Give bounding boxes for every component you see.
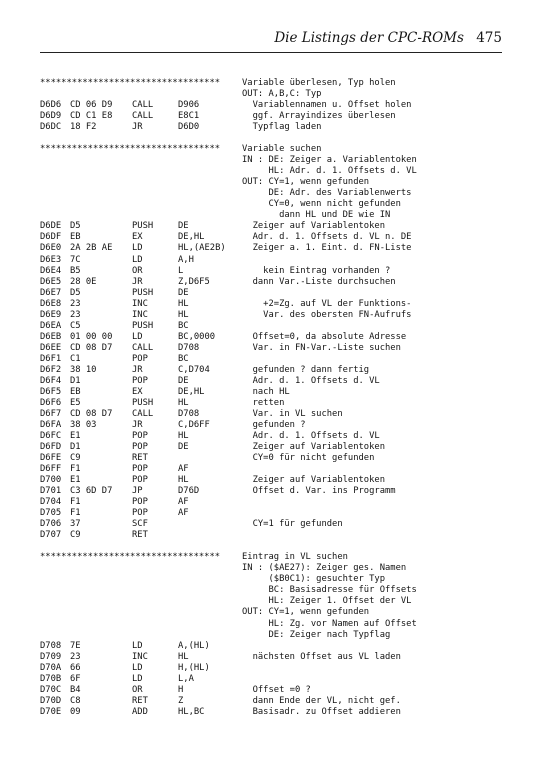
comment: Zeiger a. 1. Eint. d. FN-Liste	[242, 243, 412, 254]
hex-bytes: 7E	[70, 640, 81, 651]
address: D6E8	[40, 298, 62, 309]
comment: HL: Adr. d. 1. Offsets d. VL	[242, 166, 417, 177]
operand: DE	[178, 442, 189, 452]
hex-bytes: D5	[70, 221, 81, 232]
hex-bytes: C5	[70, 320, 81, 331]
address: D6FA	[40, 419, 62, 430]
mnemonic: INC	[132, 651, 148, 662]
comment: HL: Zeiger 1. Offset der VL	[242, 596, 412, 607]
comment: +2=Zg. auf VL der Funktions-	[242, 298, 412, 309]
comment: Var. in FN-Var.-Liste suchen	[242, 342, 401, 353]
address: D705	[40, 508, 62, 519]
address: D70A	[40, 662, 62, 673]
mnemonic: LD	[132, 331, 143, 342]
mnemonic: POP	[132, 508, 148, 519]
hex-bytes: 38 10	[70, 364, 97, 375]
address: D70E	[40, 706, 62, 717]
mnemonic: LD	[132, 243, 143, 254]
separator-stars: **********************************	[40, 78, 221, 88]
operand: Z,D6F5	[178, 276, 210, 287]
comment: HL: Zg. vor Namen auf Offset	[242, 618, 417, 629]
mnemonic: CALL	[132, 100, 154, 111]
operand: L,A	[178, 673, 194, 684]
mnemonic: LD	[132, 640, 143, 651]
comment: dann Ende der VL, nicht gef.	[242, 695, 401, 706]
address: D70C	[40, 684, 62, 695]
comment: IN : DE: Zeiger a. Variablentoken	[242, 155, 417, 166]
address: D704	[40, 497, 62, 508]
operand: D906	[178, 100, 200, 111]
mnemonic: CALL	[132, 111, 154, 122]
hex-bytes: 2A 2B AE	[70, 243, 113, 254]
comment: Adr. d. 1. Offsets d. VL n. DE	[242, 232, 412, 243]
mnemonic: EX	[132, 232, 143, 243]
comment: OUT: CY=1, wenn gefunden	[242, 177, 370, 188]
comment: dann Var.-Liste durchsuchen	[242, 276, 396, 287]
mnemonic: JR	[132, 122, 143, 133]
hex-bytes: C1	[70, 353, 81, 364]
operand: AF	[178, 464, 189, 474]
mnemonic: PUSH	[132, 221, 154, 232]
address: D6F6	[40, 397, 62, 408]
comment: Basisadr. zu Offset addieren	[242, 706, 401, 717]
comment: dann HL und DE wie IN	[242, 210, 391, 221]
operand: DE	[178, 221, 189, 232]
address: D6FD	[40, 442, 62, 452]
operand: BC	[178, 353, 189, 364]
address: D6E5	[40, 276, 62, 287]
operand: HL	[178, 309, 189, 320]
operand: HL	[178, 298, 189, 309]
header-title: Die Listings der CPC-ROMs	[274, 30, 464, 46]
comment: retten	[242, 397, 285, 408]
mnemonic: POP	[132, 375, 148, 386]
address: D6E3	[40, 254, 62, 265]
operand: DE	[178, 375, 189, 386]
comment: DE: Zeiger nach Typflag	[242, 629, 391, 640]
comment: IN : ($AE27): Zeiger ges. Namen	[242, 563, 407, 574]
comment: OUT: CY=1, wenn gefunden	[242, 607, 370, 618]
comment: Variable suchen	[242, 144, 322, 155]
comment: Adr. d. 1. Offsets d. VL	[242, 431, 380, 441]
mnemonic: LD	[132, 673, 143, 684]
mnemonic: POP	[132, 475, 148, 486]
hex-bytes: 01 00 00	[70, 331, 113, 342]
comment: ($B0C1): gesuchter Typ	[242, 574, 385, 585]
address: D6F4	[40, 375, 62, 386]
address: D6E0	[40, 243, 62, 254]
comment: Zeiger auf Variablentoken	[242, 221, 385, 232]
address: D70D	[40, 695, 62, 706]
comment: OUT: A,B,C: Typ	[242, 89, 322, 99]
address: D6FE	[40, 453, 62, 463]
comment: BC: Basisadresse für Offsets	[242, 585, 417, 596]
mnemonic: RET	[132, 695, 148, 706]
hex-bytes: F1	[70, 464, 81, 474]
comment: nach HL	[242, 386, 290, 397]
address: D6F5	[40, 386, 62, 397]
hex-bytes: CD 06 D9	[70, 100, 113, 111]
address: D6F1	[40, 353, 62, 364]
operand: C,D704	[178, 364, 210, 375]
hex-bytes: C9	[70, 453, 81, 463]
hex-bytes: 23	[70, 651, 81, 662]
hex-bytes: D1	[70, 442, 81, 452]
mnemonic: SCF	[132, 519, 148, 530]
mnemonic: RET	[132, 530, 148, 541]
header-rule	[40, 52, 502, 53]
hex-bytes: 6F	[70, 673, 81, 684]
hex-bytes: 18 F2	[70, 122, 97, 133]
address: D707	[40, 530, 62, 541]
comment: nächsten Offset aus VL laden	[242, 651, 401, 662]
address: D700	[40, 475, 62, 486]
page-number: 475	[476, 30, 502, 46]
mnemonic: OR	[132, 684, 143, 695]
hex-bytes: 09	[70, 706, 81, 717]
operand: BC	[178, 320, 189, 331]
comment: Var. des obersten FN-Aufrufs	[242, 309, 412, 320]
operand: AF	[178, 508, 189, 519]
operand: HL	[178, 651, 189, 662]
mnemonic: JR	[132, 276, 143, 287]
separator-stars: **********************************	[40, 144, 221, 155]
comment: gefunden ?	[242, 419, 306, 430]
hex-bytes: D5	[70, 287, 81, 298]
comment: gefunden ? dann fertig	[242, 364, 370, 375]
hex-bytes: EB	[70, 386, 81, 397]
hex-bytes: CD 08 D7	[70, 342, 113, 353]
comment: kein Eintrag vorhanden ?	[242, 265, 391, 276]
operand: L	[178, 265, 184, 276]
hex-bytes: 7C	[70, 254, 81, 265]
hex-bytes: 23	[70, 298, 81, 309]
mnemonic: PUSH	[132, 397, 154, 408]
running-header	[0, 30, 502, 46]
operand: DE,HL	[178, 386, 205, 397]
comment: Zeiger auf Variablentoken	[242, 442, 385, 452]
operand: A,H	[178, 254, 194, 265]
mnemonic: OR	[132, 265, 143, 276]
hex-bytes: EB	[70, 232, 81, 243]
hex-bytes: CD 08 D7	[70, 408, 113, 419]
mnemonic: JP	[132, 486, 143, 497]
mnemonic: POP	[132, 431, 148, 441]
address: D6E7	[40, 287, 62, 298]
operand: H,(HL)	[178, 662, 210, 673]
comment: Zeiger auf Variablentoken	[242, 475, 385, 486]
operand: HL	[178, 431, 189, 441]
mnemonic: RET	[132, 453, 148, 463]
operand: E8C1	[178, 111, 200, 122]
address: D6EB	[40, 331, 62, 342]
hex-bytes: 37	[70, 519, 81, 530]
hex-bytes: 28 0E	[70, 276, 97, 287]
mnemonic: CALL	[132, 342, 154, 353]
operand: Z	[178, 695, 184, 706]
address: D6D9	[40, 111, 62, 122]
operand: DE,HL	[178, 232, 205, 243]
address: D6D6	[40, 100, 62, 111]
hex-bytes: C8	[70, 695, 81, 706]
address: D6DC	[40, 122, 62, 133]
address: D709	[40, 651, 62, 662]
operand: HL,(AE2B)	[178, 243, 226, 254]
address: D6E4	[40, 265, 62, 276]
operand: H	[178, 684, 184, 695]
comment: DE: Adr. des Variablenwerts	[242, 188, 412, 199]
comment: CY=0, wenn nicht gefunden	[242, 199, 401, 210]
comment: Eintrag in VL suchen	[242, 552, 348, 563]
mnemonic: INC	[132, 309, 148, 320]
operand: DE	[178, 287, 189, 298]
hex-bytes: 66	[70, 662, 81, 673]
mnemonic: JR	[132, 364, 143, 375]
operand: HL	[178, 397, 189, 408]
hex-bytes: 23	[70, 309, 81, 320]
comment: ggf. Arrayindizes überlesen	[242, 111, 396, 122]
operand: D708	[178, 408, 200, 419]
hex-bytes: B4	[70, 684, 81, 695]
comment: Offset =0 ?	[242, 684, 311, 695]
address: D6E9	[40, 309, 62, 320]
operand: HL,BC	[178, 706, 205, 717]
operand: AF	[178, 497, 189, 508]
address: D6F7	[40, 408, 62, 419]
operand: C,D6FF	[178, 419, 210, 430]
comment: Variablennamen u. Offset holen	[242, 100, 412, 111]
comment: Offset d. Var. ins Programm	[242, 486, 396, 497]
comment: Variable überlesen, Typ holen	[242, 78, 396, 88]
mnemonic: POP	[132, 464, 148, 474]
comment: Var. in VL suchen	[242, 408, 343, 419]
address: D6DF	[40, 232, 62, 243]
mnemonic: EX	[132, 386, 143, 397]
mnemonic: POP	[132, 353, 148, 364]
hex-bytes: D1	[70, 375, 81, 386]
hex-bytes: F1	[70, 497, 81, 508]
mnemonic: JR	[132, 419, 143, 430]
address: D70B	[40, 673, 62, 684]
hex-bytes: 38 03	[70, 419, 97, 430]
address: D6DE	[40, 221, 62, 232]
comment: Typflag laden	[242, 122, 322, 133]
hex-bytes: C3 6D D7	[70, 486, 113, 497]
hex-bytes: B5	[70, 265, 81, 276]
address: D6EA	[40, 320, 62, 331]
operand: BC,0000	[178, 331, 216, 342]
address: D6F2	[40, 364, 62, 375]
comment: CY=0 für nicht gefunden	[242, 453, 375, 463]
mnemonic: INC	[132, 298, 148, 309]
address: D6FF	[40, 464, 62, 474]
comment: Adr. d. 1. Offsets d. VL	[242, 375, 380, 386]
hex-bytes: F1	[70, 508, 81, 519]
address: D708	[40, 640, 62, 651]
hex-bytes: E1	[70, 475, 81, 486]
mnemonic: PUSH	[132, 320, 154, 331]
mnemonic: LD	[132, 254, 143, 265]
mnemonic: POP	[132, 497, 148, 508]
mnemonic: CALL	[132, 408, 154, 419]
operand: D76D	[178, 486, 200, 497]
hex-bytes: C9	[70, 530, 81, 541]
address: D6EE	[40, 342, 62, 353]
operand: D6D0	[178, 122, 200, 133]
hex-bytes: CD C1 E8	[70, 111, 113, 122]
comment: Offset=0, da absolute Adresse	[242, 331, 407, 342]
operand: HL	[178, 475, 189, 486]
hex-bytes: E1	[70, 431, 81, 441]
separator-stars: **********************************	[40, 552, 221, 563]
mnemonic: POP	[132, 442, 148, 452]
address: D706	[40, 519, 62, 530]
comment: CY=1 für gefunden	[242, 519, 343, 530]
operand: D708	[178, 342, 200, 353]
mnemonic: ADD	[132, 706, 148, 717]
address: D701	[40, 486, 62, 497]
address: D6FC	[40, 431, 62, 441]
mnemonic: LD	[132, 662, 143, 673]
mnemonic: PUSH	[132, 287, 154, 298]
hex-bytes: E5	[70, 397, 81, 408]
operand: A,(HL)	[178, 640, 210, 651]
